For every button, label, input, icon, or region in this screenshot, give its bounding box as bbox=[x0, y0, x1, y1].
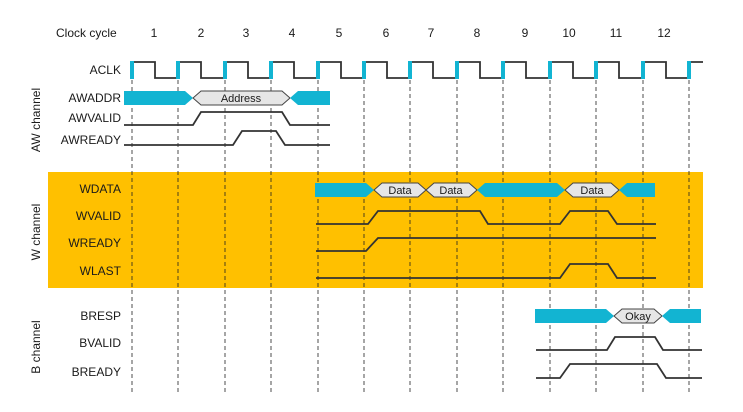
signal-label-wvalid: WVALID bbox=[75, 209, 121, 223]
aw-channel-label: AW channel bbox=[29, 87, 43, 153]
wdata-data-label-3: Data bbox=[580, 185, 604, 197]
cycle-number-5: 5 bbox=[335, 26, 343, 40]
signal-label-bvalid: BVALID bbox=[79, 336, 121, 350]
signal-label-awready: AWREADY bbox=[60, 133, 121, 147]
cycle-number-3: 3 bbox=[242, 26, 250, 40]
signal-label-bready: BREADY bbox=[71, 365, 121, 379]
cycle-number-11: 11 bbox=[609, 26, 623, 40]
wdata-waveform bbox=[315, 183, 655, 197]
cycle-number-10: 10 bbox=[562, 26, 576, 40]
signal-label-wready: WREADY bbox=[68, 236, 121, 250]
bresp-okay-label: Okay bbox=[625, 311, 651, 323]
cycle-number-12: 12 bbox=[657, 26, 671, 40]
signal-label-aclk: ACLK bbox=[89, 63, 121, 77]
b-channel-label: B channel bbox=[29, 320, 43, 374]
cycle-number-9: 9 bbox=[521, 26, 529, 40]
wdata-data-label-1: Data bbox=[388, 185, 412, 197]
wdata-data-label-2: Data bbox=[439, 185, 463, 197]
cycle-number-4: 4 bbox=[288, 26, 296, 40]
awaddr-waveform bbox=[124, 91, 330, 105]
awready-waveform bbox=[124, 131, 330, 145]
bready-waveform bbox=[536, 364, 702, 378]
clock-cycle-label: Clock cycle bbox=[56, 26, 117, 40]
awvalid-waveform bbox=[124, 112, 330, 125]
cycle-number-1: 1 bbox=[150, 26, 158, 40]
cycle-number-2: 2 bbox=[197, 26, 205, 40]
awaddr-address-label: Address bbox=[220, 93, 262, 105]
cycle-number-6: 6 bbox=[382, 26, 390, 40]
signal-label-awvalid: AWVALID bbox=[68, 111, 121, 125]
w-channel-label: W channel bbox=[29, 203, 43, 261]
cycle-number-8: 8 bbox=[473, 26, 481, 40]
aclk-waveform bbox=[130, 61, 703, 79]
signal-label-wlast: WLAST bbox=[79, 264, 121, 278]
bvalid-waveform bbox=[536, 337, 702, 350]
signal-label-wdata: WDATA bbox=[79, 182, 121, 196]
signal-label-bresp: BRESP bbox=[80, 309, 121, 323]
bresp-waveform bbox=[535, 309, 701, 323]
signal-label-awaddr: AWADDR bbox=[68, 91, 121, 105]
cycle-numbers bbox=[151, 26, 671, 40]
cycle-number-7: 7 bbox=[427, 26, 435, 40]
